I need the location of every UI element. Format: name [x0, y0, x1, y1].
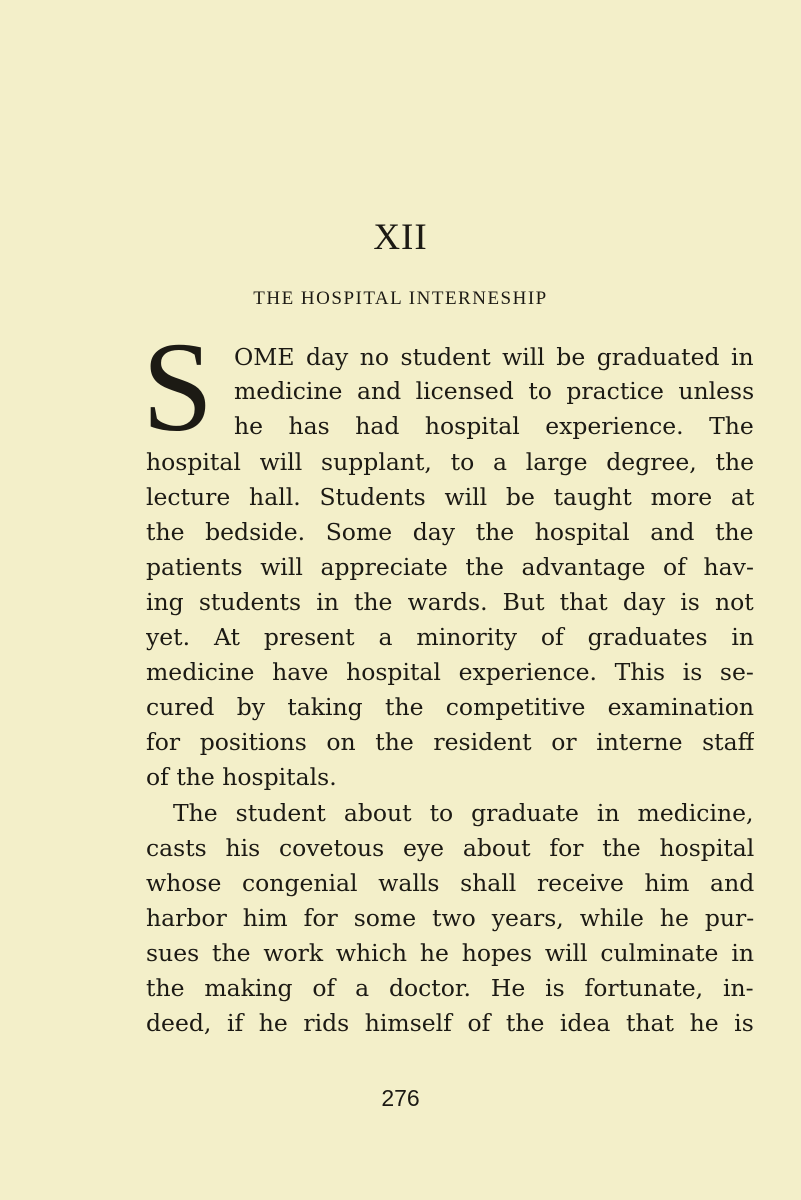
text-line: for positions on the resident or interne staff [146, 728, 754, 756]
text-line: medicine and licensed to practice unless [234, 377, 754, 405]
text-line: he has had hospital experience. The [234, 412, 754, 440]
chapter-title: THE HOSPITAL INTERNESHIP [253, 288, 548, 309]
chapter-number: XII [373, 217, 428, 258]
text-line: the making of a doctor. He is fortunate, in- [146, 974, 754, 1002]
text-line: of the hospitals. [146, 763, 337, 791]
text-line: medicine have hospital experience. This is se- [146, 658, 754, 686]
page-number: 276 [381, 1085, 420, 1111]
text-line: lecture hall. Students will be taught more at [146, 483, 754, 511]
text-line: the bedside. Some day the hospital and the [146, 518, 754, 546]
text-line: yet. At present a minority of graduates in [146, 623, 754, 651]
text-line: patients will appreciate the advantage of hav- [146, 553, 754, 581]
text-line: cured by taking the competitive examination [146, 693, 754, 721]
text-line: sues the work which he hopes will culminate in [146, 939, 754, 967]
text-line: whose congenial walls shall receive him and [146, 869, 754, 897]
drop-cap-letter: S [142, 316, 214, 458]
text-line: The student about to graduate in medicine, [173, 799, 754, 827]
text-line: deed, if he rids himself of the idea that he is [146, 1009, 754, 1037]
text-line: OME day no student will be graduated in [234, 343, 754, 371]
text-line: casts his covetous eye about for the hospital [146, 834, 754, 862]
text-line: ing students in the wards. But that day is not [146, 588, 754, 616]
text-line: hospital will supplant, to a large degree, the [146, 448, 754, 476]
text-line: harbor him for some two years, while he pur- [146, 904, 754, 932]
